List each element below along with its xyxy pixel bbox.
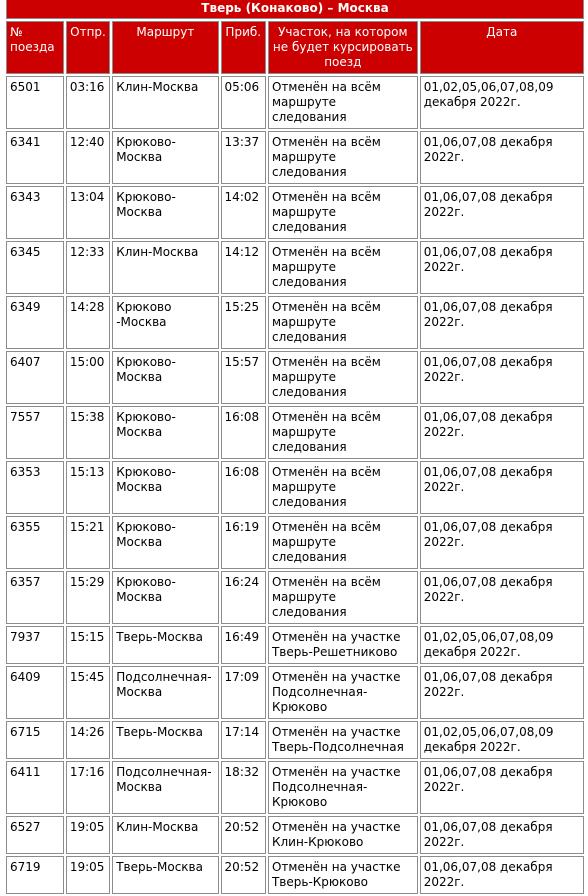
header-route: Маршрут: [112, 21, 218, 74]
cell-arrival: 15:25: [221, 296, 266, 349]
cell-section: Отменён на участке Тверь-Крюково: [268, 856, 418, 894]
table-row: [6, 351, 584, 404]
cell-date: 01,06,07,08 декабря 2022г.: [420, 296, 584, 349]
cell-section: Отменён на всём маршруте следования: [268, 296, 418, 349]
header-date: Дата: [420, 21, 584, 74]
cell-departure: 12:40: [66, 131, 110, 184]
cell-train-number: 6349: [6, 296, 64, 349]
cell-train-number: 6407: [6, 351, 64, 404]
cell-route: Тверь-Москва: [112, 721, 218, 759]
table-row: [6, 406, 584, 459]
cell-departure: 15:15: [66, 626, 110, 664]
table-row: [6, 816, 584, 854]
cell-date: 01,06,07,08 декабря 2022г.: [420, 406, 584, 459]
table-row: [6, 571, 584, 624]
table-row: [6, 516, 584, 569]
cell-route: Клин-Москва: [112, 816, 218, 854]
cell-arrival: 13:37: [221, 131, 266, 184]
table-row: [6, 241, 584, 294]
cell-departure: 17:16: [66, 761, 110, 814]
cell-route: Крюково-Москва: [112, 516, 218, 569]
cell-route: Крюково-Москва: [112, 131, 218, 184]
table-row: [6, 186, 584, 239]
schedule-wrapper: [4, 0, 586, 896]
cell-route: Клин-Москва: [112, 76, 218, 129]
cell-section: Отменён на всём маршруте следования: [268, 186, 418, 239]
cell-route: Тверь-Москва: [112, 856, 218, 894]
cell-date: 01,06,07,08 декабря 2022г.: [420, 816, 584, 854]
cell-departure: 12:33: [66, 241, 110, 294]
cell-arrival: 16:19: [221, 516, 266, 569]
cell-departure: 14:26: [66, 721, 110, 759]
cell-departure: 19:05: [66, 816, 110, 854]
cell-section: Отменён на участке Подсолнечная-Крюково: [268, 761, 418, 814]
cell-departure: 15:38: [66, 406, 110, 459]
cell-section: Отменён на всём маршруте следования: [268, 516, 418, 569]
cell-route: Клин-Москва: [112, 241, 218, 294]
cell-date: 01,06,07,08 декабря 2022г.: [420, 241, 584, 294]
cell-departure: 15:45: [66, 666, 110, 719]
cell-train-number: 6355: [6, 516, 64, 569]
cell-train-number: 6353: [6, 461, 64, 514]
cell-section: Отменён на участке Тверь-Решетниково: [268, 626, 418, 664]
cell-date: 01,06,07,08 декабря 2022г.: [420, 131, 584, 184]
cell-section: Отменён на участке Тверь-Подсолнечная: [268, 721, 418, 759]
cell-date: 01,06,07,08 декабря 2022г.: [420, 516, 584, 569]
cell-date: 01,06,07,08 декабря 2022г.: [420, 186, 584, 239]
cell-section: Отменён на всём маршруте следования: [268, 351, 418, 404]
cell-section: Отменён на всём маршруте следования: [268, 571, 418, 624]
cell-date: 01,06,07,08 декабря 2022г.: [420, 666, 584, 719]
cell-train-number: 6357: [6, 571, 64, 624]
cell-train-number: 7937: [6, 626, 64, 664]
cell-departure: 15:00: [66, 351, 110, 404]
cancellations-table: [4, 0, 586, 896]
cell-train-number: 6715: [6, 721, 64, 759]
cell-arrival: 17:14: [221, 721, 266, 759]
cell-arrival: 17:09: [221, 666, 266, 719]
cell-arrival: 05:06: [221, 76, 266, 129]
cell-route: Крюково-Москва: [112, 351, 218, 404]
cell-date: 01,06,07,08 декабря 2022г.: [420, 461, 584, 514]
table-row: [6, 761, 584, 814]
table-row: [6, 296, 584, 349]
cell-train-number: 6527: [6, 816, 64, 854]
header-section: Участок, на котором не будет курсировать поезд: [268, 21, 418, 74]
cell-section: Отменён на всём маршруте следования: [268, 241, 418, 294]
cell-date: 01,06,07,08 декабря 2022г.: [420, 351, 584, 404]
cell-date: 01,02,05,06,07,08,09 декабря 2022г.: [420, 721, 584, 759]
cell-departure: 15:29: [66, 571, 110, 624]
cell-train-number: 6343: [6, 186, 64, 239]
cell-train-number: 7557: [6, 406, 64, 459]
cell-section: Отменён на всём маршруте следования: [268, 76, 418, 129]
cell-departure: 13:04: [66, 186, 110, 239]
table-row: [6, 461, 584, 514]
cell-date: 01,06,07,08 декабря 2022г.: [420, 761, 584, 814]
cell-arrival: 16:08: [221, 406, 266, 459]
cell-train-number: 6341: [6, 131, 64, 184]
cell-train-number: 6501: [6, 76, 64, 129]
cell-departure: 19:05: [66, 856, 110, 894]
cell-section: Отменён на всём маршруте следования: [268, 461, 418, 514]
cell-arrival: 20:52: [221, 856, 266, 894]
cell-route: Крюково-Москва: [112, 186, 218, 239]
header-departure: Отпр.: [66, 21, 110, 74]
header-arrival: Приб.: [221, 21, 266, 74]
table-row: [6, 721, 584, 759]
table-row: [6, 856, 584, 894]
cell-train-number: 6719: [6, 856, 64, 894]
cell-departure: 15:21: [66, 516, 110, 569]
cell-route: Подсолнечная-Москва: [112, 666, 218, 719]
cell-arrival: 14:02: [221, 186, 266, 239]
cell-route: Тверь-Москва: [112, 626, 218, 664]
cell-train-number: 6345: [6, 241, 64, 294]
cell-departure: 03:16: [66, 76, 110, 129]
cell-arrival: 16:49: [221, 626, 266, 664]
cell-route: Крюково-Москва: [112, 571, 218, 624]
cell-date: 01,06,07,08 декабря 2022г.: [420, 856, 584, 894]
cell-train-number: 6411: [6, 761, 64, 814]
cell-date: 01,06,07,08 декабря 2022г.: [420, 571, 584, 624]
cell-route: Крюково-Москва: [112, 461, 218, 514]
cell-route: Крюково-Москва: [112, 406, 218, 459]
cell-departure: 15:13: [66, 461, 110, 514]
cell-arrival: 20:52: [221, 816, 266, 854]
cell-arrival: 16:24: [221, 571, 266, 624]
table-row: [6, 626, 584, 664]
header-train-no: № поезда: [6, 21, 64, 74]
cell-section: Отменён на участке Клин-Крюково: [268, 816, 418, 854]
table-row: [6, 666, 584, 719]
table-row: [6, 131, 584, 184]
cell-arrival: 14:12: [221, 241, 266, 294]
cell-date: 01,02,05,06,07,08,09 декабря 2022г.: [420, 76, 584, 129]
header-row: [6, 21, 584, 74]
cell-arrival: 15:57: [221, 351, 266, 404]
cell-date: 01,02,05,06,07,08,09 декабря 2022г.: [420, 626, 584, 664]
cell-section: Отменён на всём маршруте следования: [268, 406, 418, 459]
table-row: [6, 76, 584, 129]
cell-route: Подсолнечная-Москва: [112, 761, 218, 814]
cell-route: Крюково -Москва: [112, 296, 218, 349]
table-title: Тверь (Конаково) – Москва: [6, 0, 584, 19]
cell-train-number: 6409: [6, 666, 64, 719]
cell-arrival: 16:08: [221, 461, 266, 514]
cell-departure: 14:28: [66, 296, 110, 349]
cell-arrival: 18:32: [221, 761, 266, 814]
cell-section: Отменён на всём маршруте следования: [268, 131, 418, 184]
cell-section: Отменён на участке Подсолнечная-Крюково: [268, 666, 418, 719]
